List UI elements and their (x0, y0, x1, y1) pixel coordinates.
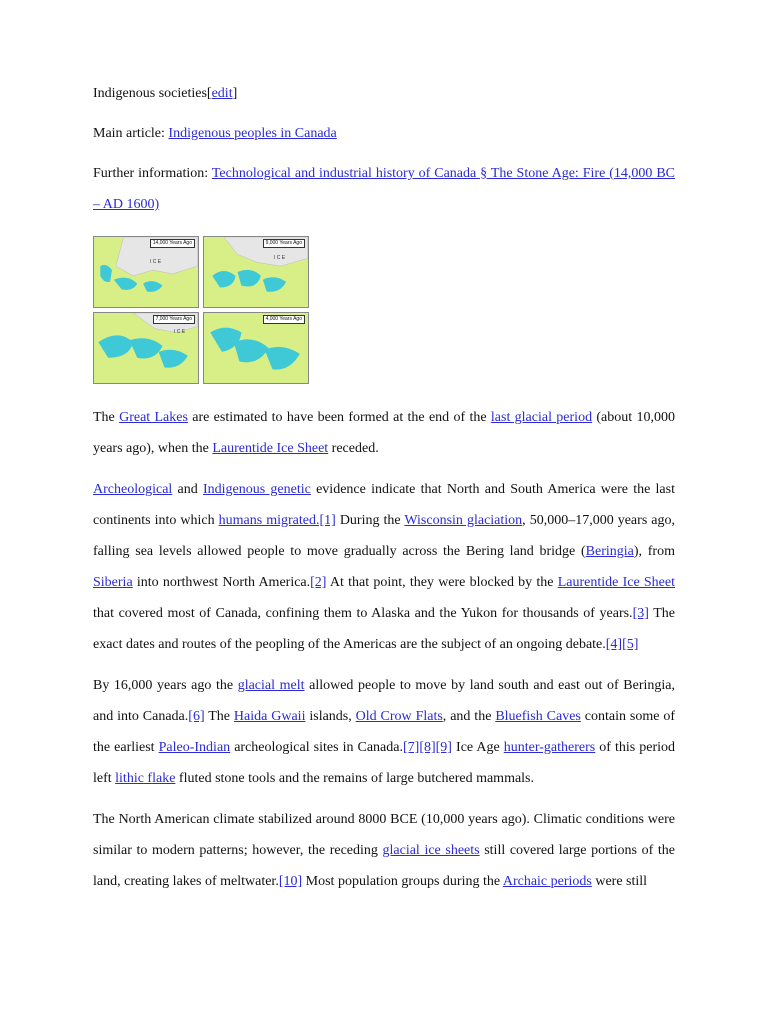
map-1-ice-label: I C E (150, 259, 162, 265)
p2-text: and (172, 482, 203, 497)
siberia-link[interactable]: Siberia (93, 575, 133, 590)
p2-text: that covered most of Canada, confining them to Alaska and the Yukon for thousands of years. (93, 606, 633, 621)
main-article-link[interactable]: Indigenous peoples in Canada (168, 126, 337, 141)
citation-1-link[interactable]: .[1] (315, 513, 336, 528)
p2-text: ), from (633, 544, 675, 559)
p2-text: The exact dates and routes of the peopling of the Americas are the subject of an ongoing debate. (93, 606, 675, 652)
p2-text: into northwest North America. (132, 575, 311, 590)
map-3-label: 7,000 Years Ago (153, 315, 195, 324)
wisconsin-glaciation-link[interactable]: Wisconsin glaciation (404, 513, 523, 528)
glacial-melt-link[interactable]: glacial melt (237, 678, 305, 693)
map-1-label: 14,000 Years Ago (150, 239, 195, 248)
laurentide-ice-sheet-link-2[interactable]: Laurentide Ice Sheet (557, 575, 675, 590)
beringia-link[interactable]: Beringia (585, 544, 634, 559)
p2-text: During the (335, 513, 405, 528)
p4-text: Most population groups during the (302, 874, 503, 889)
hunter-gatherers-link[interactable]: hunter-gatherers (503, 740, 596, 755)
great-lakes-link[interactable]: Great Lakes (119, 410, 188, 425)
paragraph-4 (93, 804, 675, 897)
citation-2-link[interactable]: [2] (310, 575, 327, 590)
article-body (93, 84, 675, 897)
p4-text: were still (591, 874, 648, 889)
edit-bracket-close: ] (232, 86, 238, 101)
p2-text: , 50,000–17,000 years ago, falling sea levels allowed people to move gradually across the Bering land bridge ( (93, 513, 676, 559)
indigenous-genetic-link[interactable]: Indigenous genetic (202, 482, 311, 497)
main-article-prefix: Main article: (93, 126, 169, 141)
old-crow-flats-link[interactable]: Old Crow Flats (355, 709, 443, 724)
p1-text: The (93, 410, 120, 425)
citation-3-link[interactable]: [3] (632, 606, 649, 621)
p1-text: are estimated to have been formed at the end of the (187, 410, 491, 425)
last-glacial-period-link[interactable]: last glacial period (490, 410, 593, 425)
archeological-link[interactable]: Archeological (93, 482, 173, 497)
paleo-indian-link[interactable]: Paleo-Indian (158, 740, 231, 755)
citation-7-8-9-link[interactable]: [7][8][9] (403, 740, 452, 755)
map-2-label: 9,000 Years Ago (263, 239, 305, 248)
edit-bracket-open: [ (206, 86, 212, 101)
map-2-ice-label: I C E (274, 255, 286, 261)
map-4-label: 4,000 Years Ago (263, 315, 305, 324)
p3-text: of this period left (93, 740, 676, 786)
main-article-line (93, 124, 675, 144)
glacial-ice-sheets-link[interactable]: glacial ice sheets (382, 843, 480, 858)
citation-4-5-link[interactable]: [4][5] (605, 637, 639, 652)
p3-text: The (204, 709, 234, 724)
paragraph-2 (93, 474, 675, 660)
edit-link[interactable]: edit (211, 86, 233, 101)
laurentide-ice-sheet-link[interactable]: Laurentide Ice Sheet (212, 441, 329, 456)
p3-text: islands, (305, 709, 356, 724)
lithic-flake-link[interactable]: lithic flake (115, 771, 176, 786)
p3-text: archeological sites in Canada. (230, 740, 403, 755)
bluefish-caves-link[interactable]: Bluefish Caves (495, 709, 581, 724)
p3-text: contain some of the earliest (93, 709, 675, 755)
paragraph-3 (93, 670, 675, 794)
section-heading (93, 84, 675, 104)
map-panel-2 (203, 236, 309, 308)
p3-text: allowed people to move by land south and east out of Beringia, and into Canada. (93, 678, 675, 724)
archaic-periods-link[interactable]: Archaic periods (502, 874, 592, 889)
heading-text: Indigenous societies (93, 86, 207, 101)
map-3-ice-label: I C E (174, 329, 186, 335)
further-info-link[interactable]: Technological and industrial history of Canada § The Stone Age: Fire (14,000 BC – AD 1600) (93, 166, 675, 212)
p3-text: Ice Age (451, 740, 504, 755)
p4-text: The North American climate stabilized around 8000 BCE (10,000 years ago). Climatic conditions were similar to modern patterns; however, the receding (93, 812, 675, 858)
p3-text: fluted stone tools and the remains of large butchered mammals. (175, 771, 535, 786)
map-panel-4 (203, 312, 309, 384)
p2-text: At that point, they were blocked by the (326, 575, 558, 590)
further-info-prefix: Further information: (93, 166, 212, 181)
citation-10-link[interactable]: [10] (278, 874, 303, 889)
p3-text: , and the (442, 709, 496, 724)
p4-text: still covered large portions of the land, creating lakes of meltwater. (93, 843, 675, 889)
p3-text: By 16,000 years ago the (93, 678, 238, 693)
further-info-line (93, 158, 675, 220)
citation-6-link[interactable]: [6] (188, 709, 205, 724)
p2-text: evidence indicate that North and South America were the last continents into which (93, 482, 675, 528)
humans-migrated-link[interactable]: humans migrated (218, 513, 316, 528)
map-panel-1 (93, 236, 199, 308)
map-panel-3 (93, 312, 199, 384)
p1-text: (about 10,000 years ago), when the (93, 410, 675, 456)
great-lakes-map-figure[interactable] (93, 236, 675, 384)
paragraph-1 (93, 402, 675, 464)
haida-gwaii-link[interactable]: Haida Gwaii (233, 709, 306, 724)
p1-text: receded. (328, 441, 379, 456)
